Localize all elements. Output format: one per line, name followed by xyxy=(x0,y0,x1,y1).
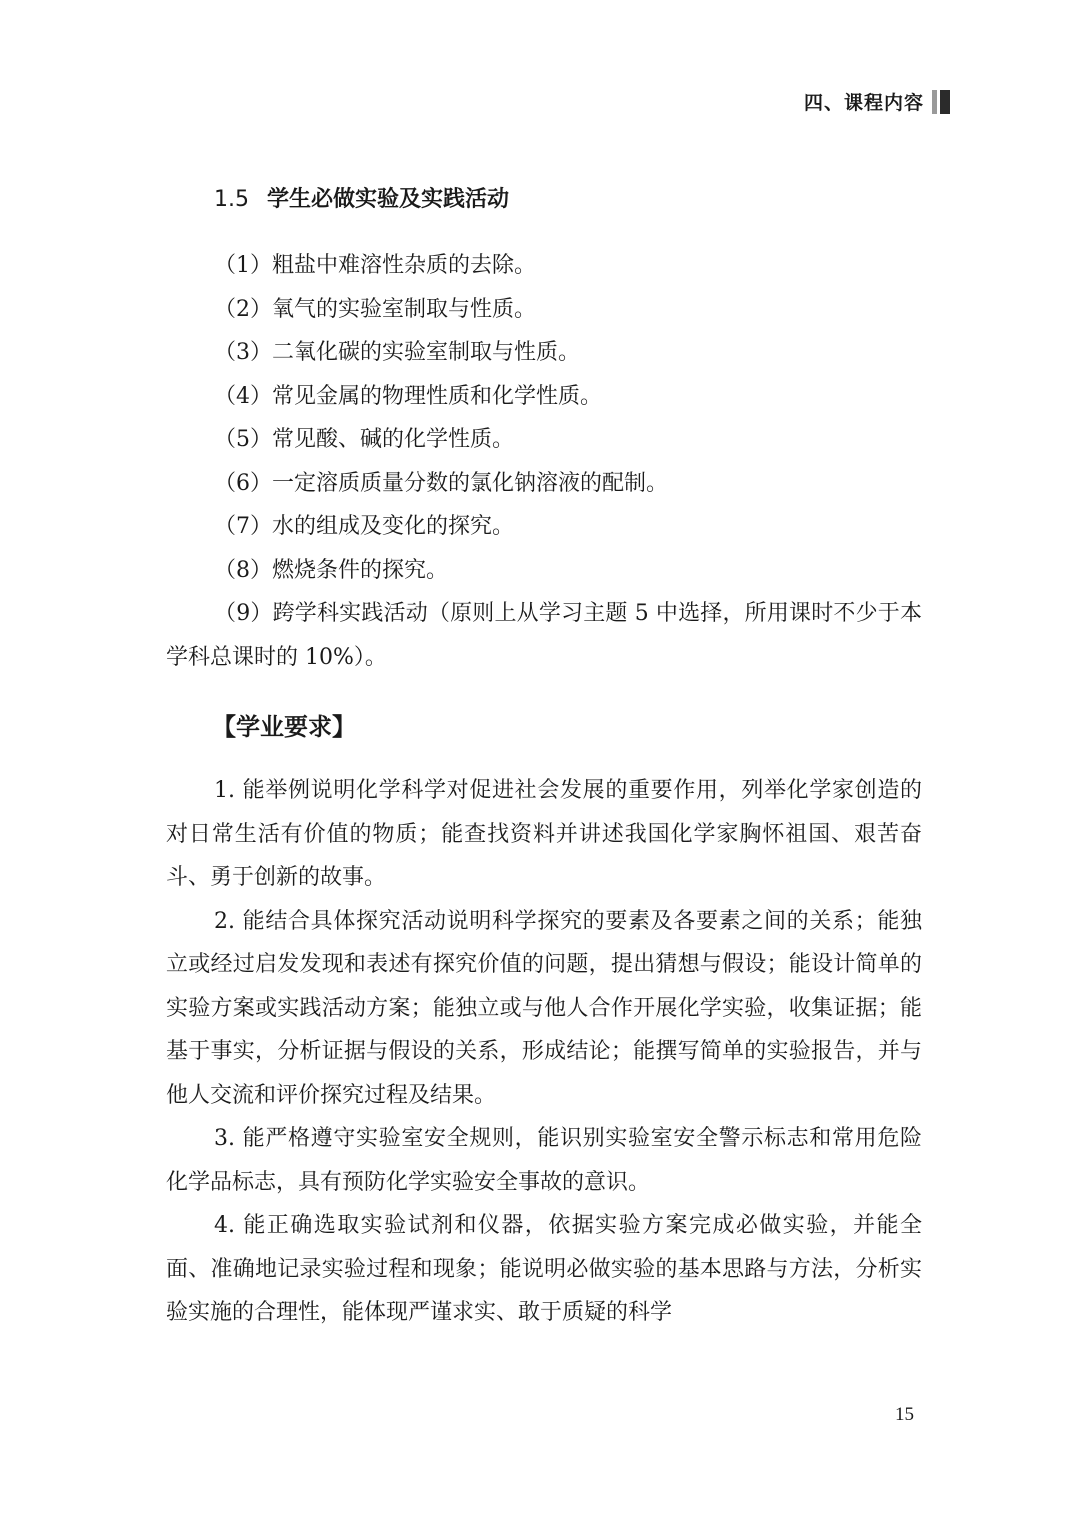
list-item xyxy=(166,244,922,288)
list-item xyxy=(166,418,922,462)
header-bar-dark xyxy=(940,90,950,114)
list-item xyxy=(166,462,922,506)
list-text: 燃烧条件的探究。 xyxy=(272,557,449,583)
main-content xyxy=(166,178,922,1335)
list-marker: （1） xyxy=(214,253,272,278)
list-marker: （8） xyxy=(214,557,272,583)
section-title: 学生必做实验及实践活动 xyxy=(267,187,510,212)
list-text: 跨学科实践活动（原则上从学习主题 5 中选择，所用课时不少于本学科总课时的 10%）。 xyxy=(166,601,922,670)
list-item xyxy=(166,331,922,375)
page-number: 15 xyxy=(895,1404,914,1425)
list-marker: （7） xyxy=(214,514,272,539)
requirement-paragraph: 1. 能举例说明化学科学对促进社会发展的重要作用，列举化学家创造的对日常生活有价值的物质；能查找资料并讲述我国化学家胸怀祖国、艰苦奋斗、勇于创新的故事。 xyxy=(166,778,922,890)
list-item xyxy=(166,288,922,332)
header-bar-icon xyxy=(932,90,950,114)
experiment-list xyxy=(166,244,922,679)
list-text: 常见金属的物理性质和化学性质。 xyxy=(272,383,603,409)
section-number: 1.5 xyxy=(214,187,249,212)
running-header xyxy=(804,88,950,115)
section-heading xyxy=(166,178,922,222)
list-item xyxy=(166,549,922,593)
requirement-paragraph: 4. 能正确选取实验试剂和仪器，依据实验方案完成必做实验，并能全面、准确地记录实验过程和现象；能说明必做实验的基本思路与方法，分析实验实施的合理性，能体现严谨求实、敢于质疑的科学 xyxy=(166,1213,922,1325)
list-marker: （4） xyxy=(214,383,272,409)
running-header-title: 四、课程内容 xyxy=(803,92,924,114)
list-item xyxy=(166,505,922,549)
requirements-heading: 【学业要求】 xyxy=(212,713,356,741)
list-marker: （2） xyxy=(214,296,272,322)
list-marker: （5） xyxy=(214,427,272,452)
list-item xyxy=(166,375,922,419)
list-text: 水的组成及变化的探究。 xyxy=(272,514,515,539)
list-marker: （9） xyxy=(214,601,273,626)
list-text: 粗盐中难溶性杂质的去除。 xyxy=(272,253,537,278)
list-text: 常见酸、碱的化学性质。 xyxy=(272,427,515,452)
list-text: 一定溶质质量分数的氯化钠溶液的配制。 xyxy=(272,470,669,496)
header-bar-light xyxy=(932,90,937,114)
requirement-paragraph: 3. 能严格遵守实验室安全规则，能识别实验室安全警示标志和常用危险化学品标志，具有预防化学实验安全事故的意识。 xyxy=(166,1126,922,1195)
list-marker: （3） xyxy=(214,340,272,365)
list-text: 二氧化碳的实验室制取与性质。 xyxy=(272,340,581,365)
list-text: 氧气的实验室制取与性质。 xyxy=(272,296,537,322)
list-marker: （6） xyxy=(214,470,272,496)
requirement-paragraph: 2. 能结合具体探究活动说明科学探究的要素及各要素之间的关系；能独立或经过启发发现和表述有探究价值的问题，提出猜想与假设；能设计简单的实验方案或实践活动方案；能独立或与他人合作开展化学实验，收集证据；能基于事实，分析证据与假设的关系，形成结论；能撰写简单的实验报告，并与他人交流和评价探究过程及结果。 xyxy=(166,908,922,1108)
list-item xyxy=(166,592,922,679)
